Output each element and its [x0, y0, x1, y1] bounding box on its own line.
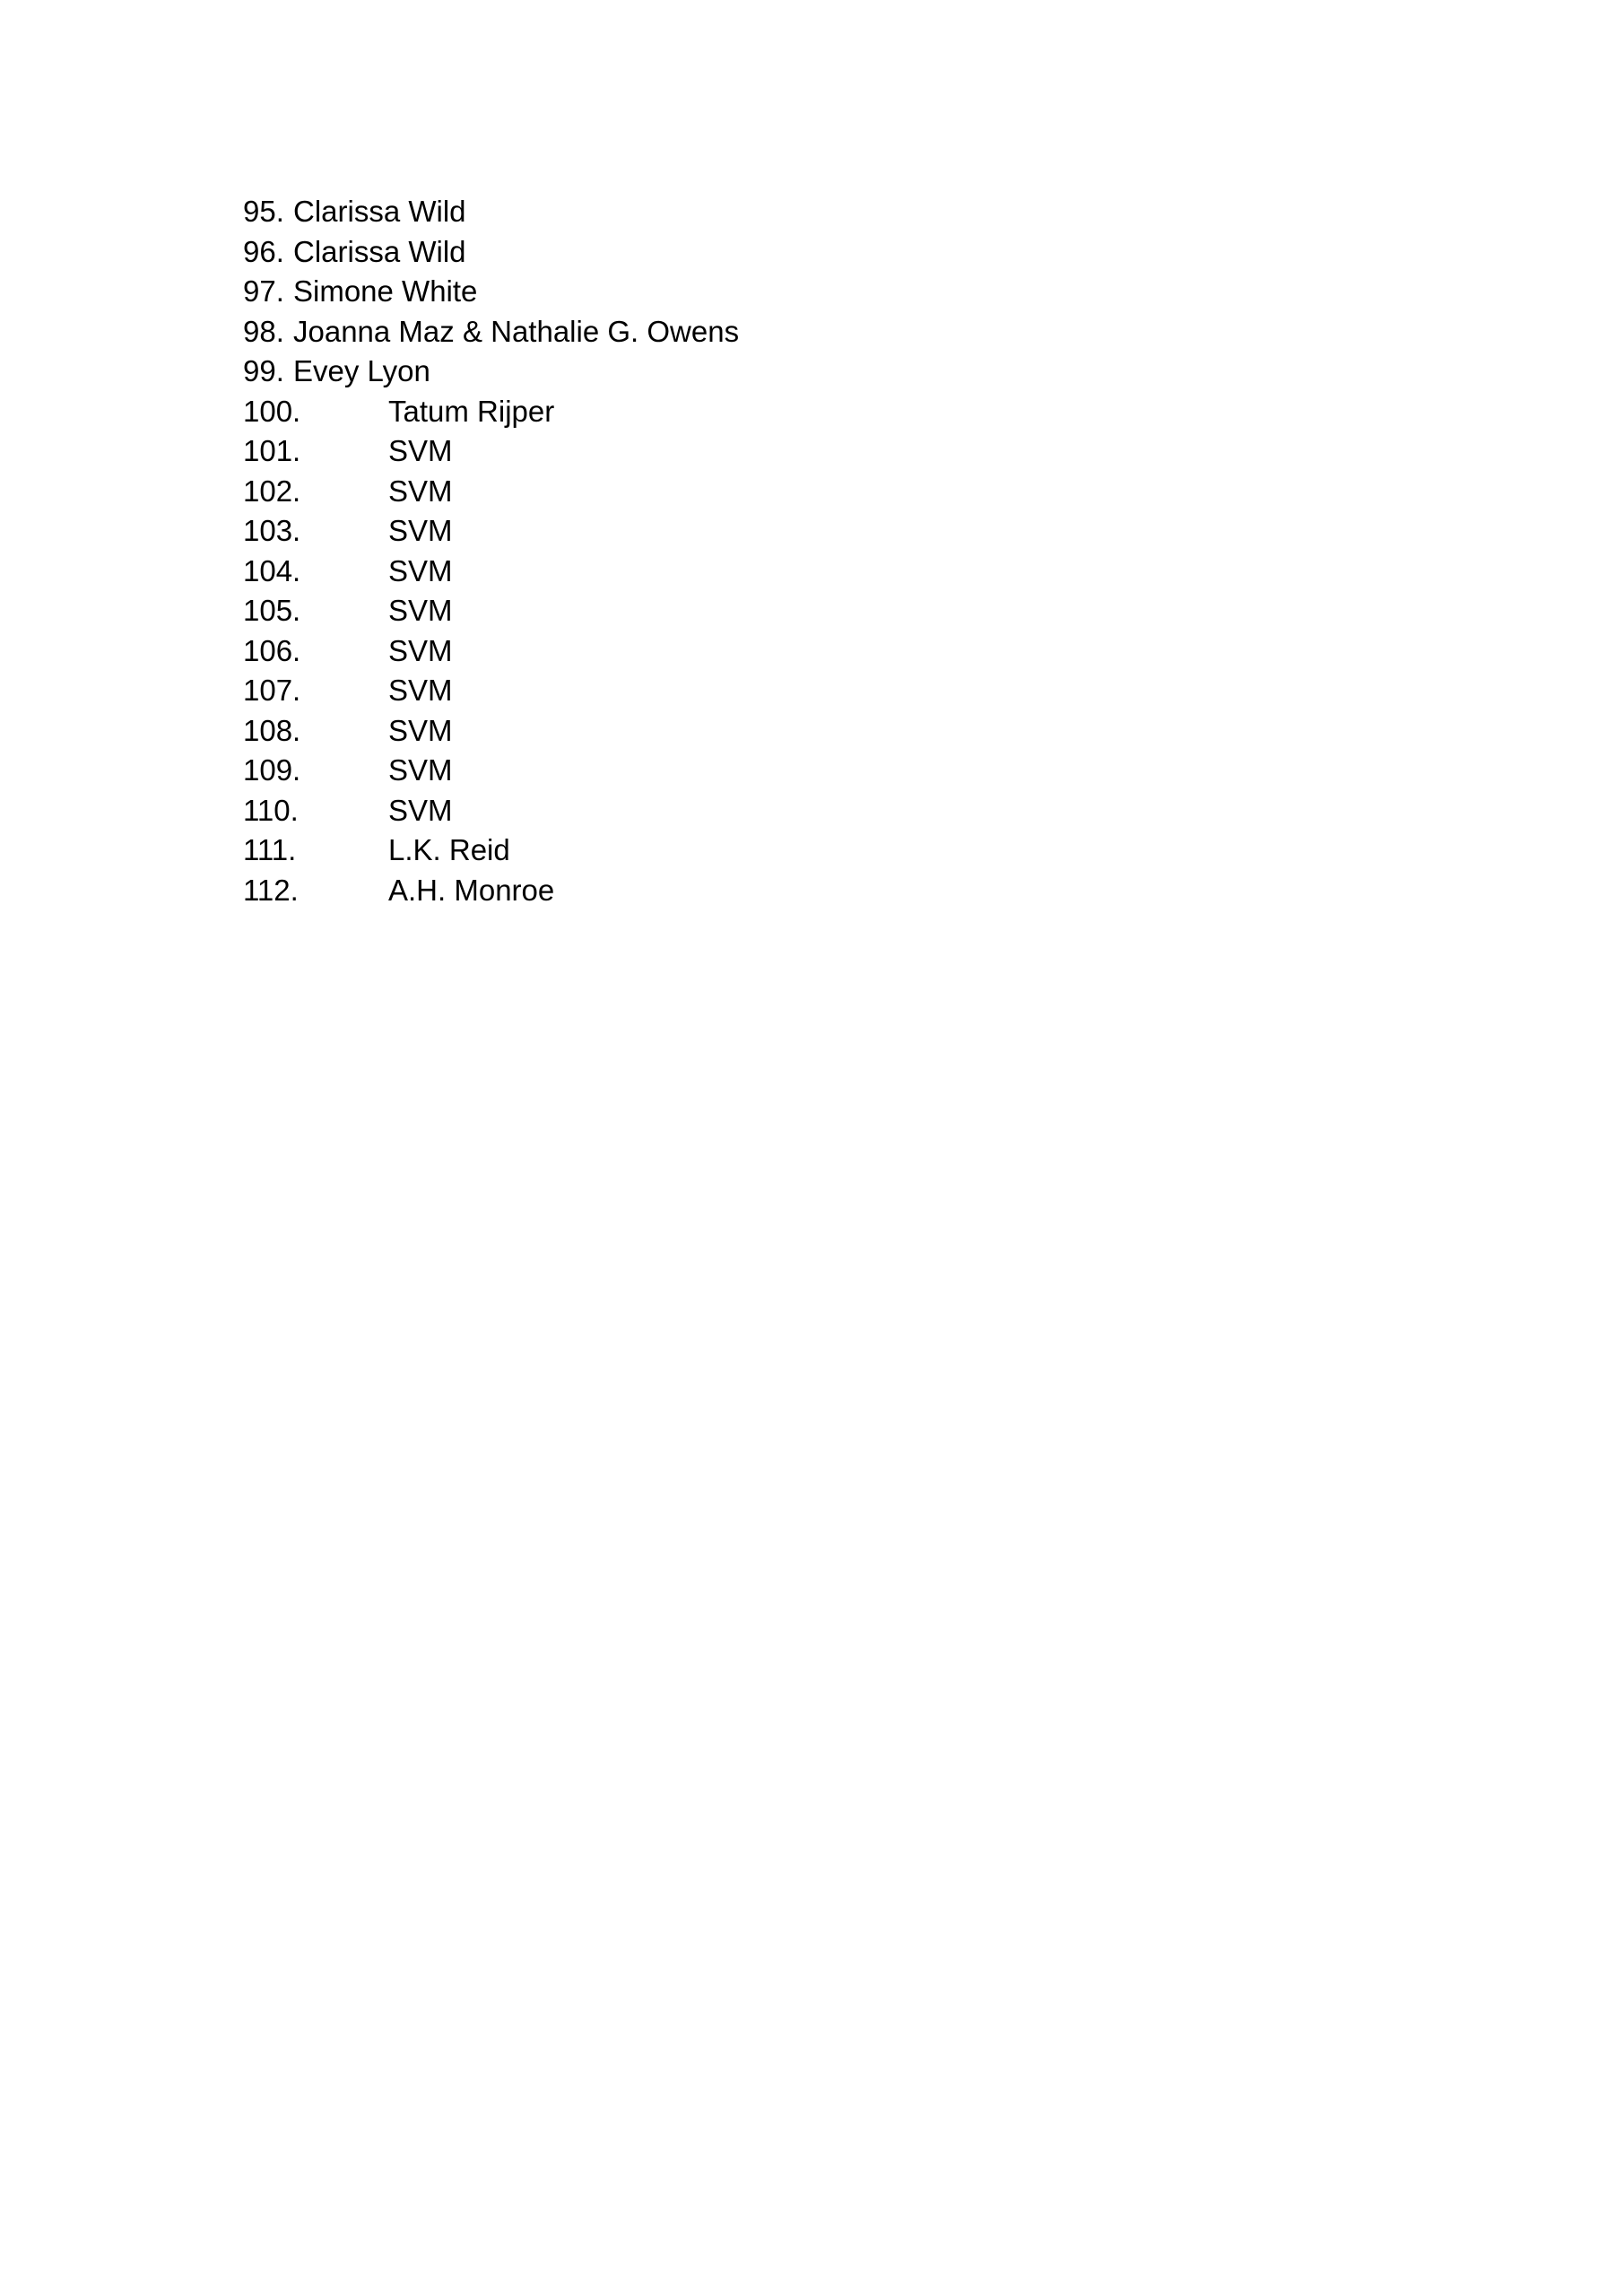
item-name: SVM [388, 753, 453, 787]
item-name: Simone White [293, 274, 478, 308]
item-number: 110. [243, 793, 299, 827]
list-item [243, 352, 739, 392]
item-number: 97. [243, 274, 284, 308]
item-number: 107. [243, 674, 301, 707]
list-item [243, 552, 739, 592]
item-name: Joanna Maz & Nathalie G. Owens [293, 314, 740, 348]
item-name: SVM [388, 474, 453, 508]
item-number: 99. [243, 354, 284, 387]
list-item [243, 631, 739, 672]
list-item [243, 472, 739, 512]
item-number: 108. [243, 713, 301, 747]
item-name: SVM [388, 674, 453, 707]
item-name: L.K. Reid [388, 833, 510, 866]
item-number: 111. [243, 833, 297, 866]
list-item [243, 511, 739, 552]
list-item [243, 312, 739, 352]
item-number: 103. [243, 514, 301, 547]
item-number: 106. [243, 633, 301, 667]
item-name: SVM [388, 594, 453, 627]
item-number: 109. [243, 753, 301, 787]
item-number: 105. [243, 594, 301, 627]
item-name: Clarissa Wild [293, 195, 466, 228]
list-item [243, 192, 739, 232]
item-name: SVM [388, 793, 453, 827]
item-name: Evey Lyon [293, 354, 430, 387]
item-name: Clarissa Wild [293, 234, 466, 268]
list-item [243, 751, 739, 791]
item-number: 104. [243, 553, 301, 587]
list-item [243, 431, 739, 472]
item-number: 95. [243, 195, 284, 228]
item-number: 98. [243, 314, 284, 348]
list-item [243, 791, 739, 831]
item-name: SVM [388, 514, 453, 547]
item-number: 112. [243, 873, 299, 907]
list-item [243, 671, 739, 711]
list-item [243, 232, 739, 273]
item-name: SVM [388, 553, 453, 587]
list-item [243, 831, 739, 871]
item-name: SVM [388, 633, 453, 667]
list-item [243, 871, 739, 911]
item-number: 101. [243, 434, 301, 467]
item-name: SVM [388, 713, 453, 747]
list-item [243, 272, 739, 312]
list-item [243, 591, 739, 631]
item-number: 100. [243, 394, 301, 428]
item-number: 102. [243, 474, 301, 508]
item-name: Tatum Rijper [388, 394, 555, 428]
numbered-list [243, 192, 739, 910]
list-item [243, 711, 739, 752]
item-number: 96. [243, 234, 284, 268]
item-name: SVM [388, 434, 453, 467]
item-name: A.H. Monroe [388, 873, 555, 907]
list-item [243, 392, 739, 432]
